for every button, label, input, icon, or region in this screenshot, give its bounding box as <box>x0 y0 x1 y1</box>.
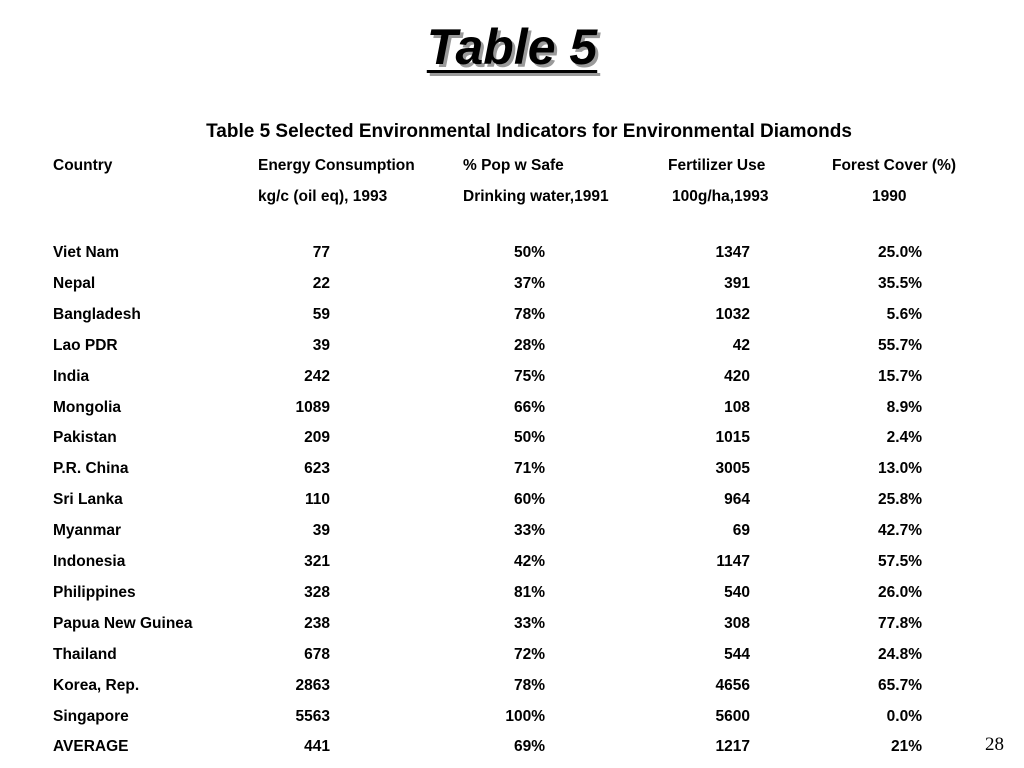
cell-forest: 0.0% <box>886 707 922 725</box>
cell-energy: 441 <box>304 738 330 756</box>
cell-energy: 22 <box>312 274 330 292</box>
cell-country: Viet Nam <box>53 244 120 261</box>
cell-water: 42% <box>513 553 545 570</box>
cell-country: Papua New Guinea <box>53 614 193 632</box>
cell-fertilizer: 308 <box>724 614 750 632</box>
header-water-line1: % Pop w Safe <box>463 157 564 174</box>
cell-forest: 13.0% <box>878 460 922 478</box>
header-energy-line1: Energy Consumption <box>258 157 415 174</box>
cell-water: 50% <box>513 244 545 261</box>
cell-fertilizer: 544 <box>724 645 750 663</box>
cell-fertilizer: 964 <box>724 491 750 509</box>
cell-energy: 321 <box>304 553 330 570</box>
header-country: Country <box>53 157 113 174</box>
cell-fertilizer: 420 <box>724 367 750 385</box>
table-row <box>0 646 1024 668</box>
cell-country: Nepal <box>53 274 96 292</box>
header-water-line2: Drinking water,1991 <box>463 188 609 205</box>
table-row <box>0 553 1024 575</box>
table-row <box>0 708 1024 730</box>
cell-water: 78% <box>513 676 545 694</box>
cell-country: Mongolia <box>53 398 122 416</box>
cell-water: 78% <box>513 305 545 323</box>
table-row <box>0 275 1024 297</box>
table-row <box>0 244 1024 266</box>
cell-forest: 55.7% <box>878 336 922 354</box>
header-fertilizer-line2: 100g/ha,1993 <box>672 188 769 205</box>
table-row <box>0 337 1024 359</box>
cell-country: P.R. China <box>53 460 129 478</box>
cell-country: Lao PDR <box>53 336 118 354</box>
cell-water: 71% <box>513 460 545 478</box>
cell-fertilizer: 1032 <box>715 305 750 323</box>
cell-water: 33% <box>513 522 545 540</box>
cell-country: Thailand <box>53 645 117 663</box>
cell-country: Myanmar <box>53 522 122 540</box>
table-row <box>0 677 1024 699</box>
cell-forest: 26.0% <box>878 583 922 601</box>
cell-forest: 77.8% <box>878 614 922 632</box>
cell-fertilizer: 1147 <box>716 553 750 570</box>
cell-country: Indonesia <box>53 553 126 570</box>
cell-forest: 25.8% <box>878 491 922 509</box>
cell-fertilizer: 3005 <box>715 460 750 478</box>
cell-water: 66% <box>513 398 545 416</box>
cell-energy: 110 <box>304 491 330 509</box>
table-row <box>0 615 1024 637</box>
cell-country: AVERAGE <box>53 738 129 756</box>
cell-energy: 623 <box>304 460 330 478</box>
cell-energy: 5563 <box>295 707 330 725</box>
cell-forest: 25.0% <box>878 244 922 261</box>
cell-fertilizer: 4656 <box>715 676 750 694</box>
cell-country: Sri Lanka <box>53 491 123 509</box>
table-row <box>0 460 1024 482</box>
cell-forest: 21% <box>890 738 922 756</box>
cell-water: 37% <box>513 274 545 292</box>
cell-forest: 5.6% <box>886 305 922 323</box>
table-row <box>0 738 1024 760</box>
cell-energy: 209 <box>304 429 330 447</box>
cell-country: Singapore <box>53 707 129 725</box>
table-caption: Table 5 Selected Environmental Indicators for Environmental Diamonds <box>206 121 852 142</box>
header-fertilizer-line1: Fertilizer Use <box>668 157 766 174</box>
cell-country: Bangladesh <box>53 305 141 323</box>
cell-energy: 328 <box>304 583 330 601</box>
cell-water: 50% <box>513 429 545 447</box>
cell-forest: 2.4% <box>886 429 922 447</box>
table-row <box>0 429 1024 451</box>
cell-forest: 35.5% <box>878 274 922 292</box>
page-number: 28 <box>985 734 1004 755</box>
cell-country: India <box>53 367 90 385</box>
table-row <box>0 522 1024 544</box>
cell-energy: 2863 <box>295 676 330 694</box>
header-forest-line1: Forest Cover (%) <box>832 157 957 174</box>
cell-water: 100% <box>505 707 545 725</box>
slide-title: Table 5 <box>426 19 598 75</box>
cell-forest: 42.7% <box>878 522 922 540</box>
cell-water: 75% <box>513 367 545 385</box>
cell-energy: 59 <box>312 305 330 323</box>
cell-fertilizer: 42 <box>732 336 750 354</box>
header-energy-line2: kg/c (oil eq), 1993 <box>258 188 388 205</box>
cell-water: 72% <box>513 645 545 663</box>
cell-forest: 8.9% <box>886 398 922 416</box>
cell-energy: 678 <box>304 645 330 663</box>
cell-country: Pakistan <box>53 429 117 447</box>
cell-country: Philippines <box>53 583 136 601</box>
cell-country: Korea, Rep. <box>53 676 140 694</box>
cell-fertilizer: 69 <box>732 522 750 540</box>
header-forest-line2: 1990 <box>872 188 907 205</box>
cell-energy: 39 <box>312 336 330 354</box>
cell-fertilizer: 5600 <box>715 707 750 725</box>
cell-water: 28% <box>513 336 545 354</box>
cell-fertilizer: 391 <box>724 274 750 292</box>
cell-fertilizer: 1217 <box>715 738 750 756</box>
cell-forest: 24.8% <box>878 645 922 663</box>
cell-water: 33% <box>513 614 545 632</box>
cell-fertilizer: 1347 <box>715 244 750 261</box>
cell-water: 81% <box>513 583 545 601</box>
cell-forest: 65.7% <box>878 676 922 694</box>
cell-energy: 242 <box>304 367 330 385</box>
cell-energy: 77 <box>312 244 330 261</box>
cell-water: 69% <box>513 738 545 756</box>
cell-water: 60% <box>513 491 545 509</box>
cell-energy: 1089 <box>295 398 330 416</box>
table-row <box>0 368 1024 390</box>
cell-fertilizer: 108 <box>724 398 750 416</box>
cell-forest: 15.7% <box>878 367 922 385</box>
cell-energy: 238 <box>304 614 330 632</box>
cell-forest: 57.5% <box>878 553 922 570</box>
table-row <box>0 399 1024 421</box>
table-row <box>0 306 1024 328</box>
cell-fertilizer: 540 <box>724 583 750 601</box>
cell-fertilizer: 1015 <box>715 429 750 447</box>
table-row <box>0 584 1024 606</box>
table-row <box>0 491 1024 513</box>
cell-energy: 39 <box>312 522 330 540</box>
